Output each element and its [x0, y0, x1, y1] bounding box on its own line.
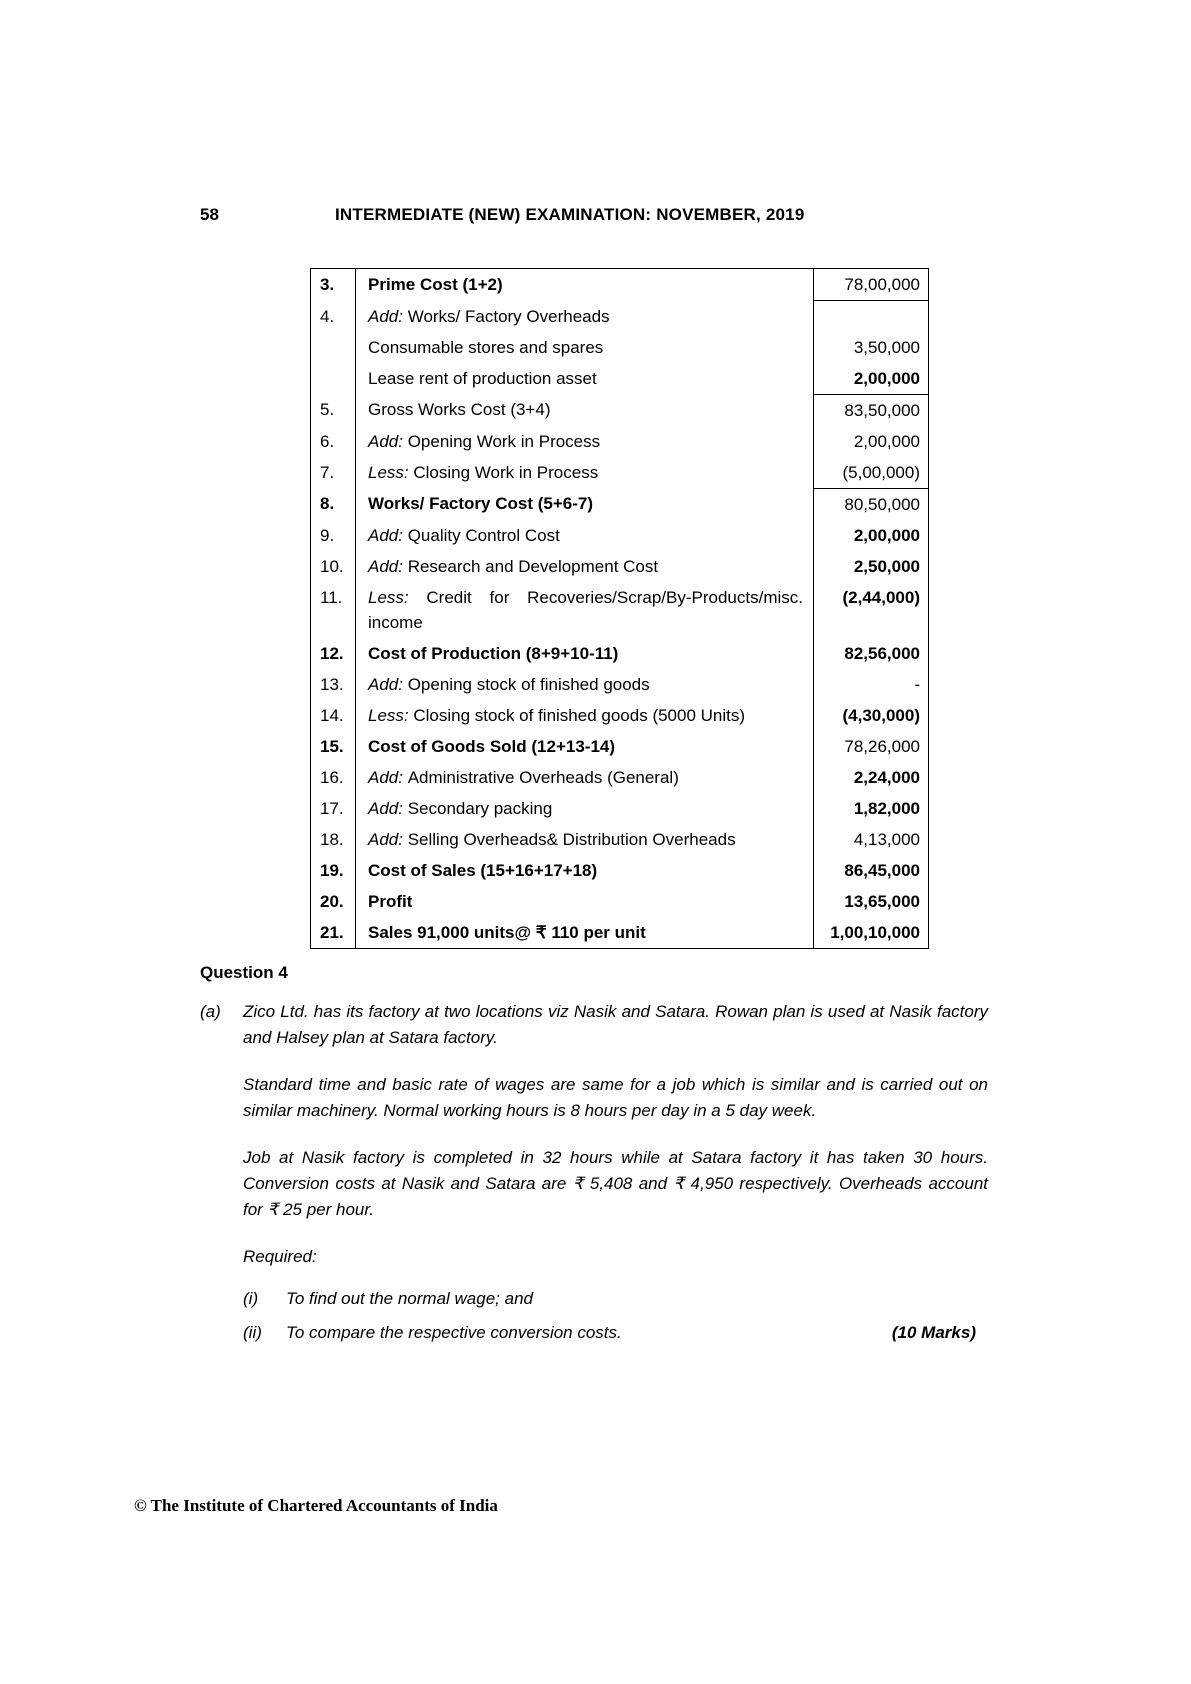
row-serial: 10.	[311, 551, 356, 582]
row-amount: 2,24,000	[814, 762, 929, 793]
row-amount: 3,50,000	[814, 332, 929, 363]
row-amount: 2,00,000	[814, 363, 929, 395]
row-serial: 19.	[311, 855, 356, 886]
row-serial: 9.	[311, 520, 356, 551]
row-description: Cost of Sales (15+16+17+18)	[368, 860, 598, 880]
row-description: Less: Closing Work in Process	[368, 462, 599, 482]
row-description: Profit	[368, 891, 413, 911]
row-description: Prime Cost (1+2)	[368, 275, 503, 294]
row-description: Gross Works Cost (3+4)	[368, 400, 551, 419]
row-amount: 2,00,000	[814, 426, 929, 457]
row-amount: 2,00,000	[814, 520, 929, 551]
row-amount: (4,30,000)	[814, 700, 929, 731]
row-prefix: Add:	[368, 525, 408, 545]
table-row	[311, 426, 929, 457]
table-row	[311, 886, 929, 917]
row-description: Cost of Goods Sold (12+13-14)	[368, 736, 616, 756]
row-serial: 8.	[311, 488, 356, 520]
table-row	[311, 582, 929, 638]
row-prefix: Add:	[368, 767, 408, 787]
table-row	[311, 551, 929, 582]
row-serial: 3.	[311, 269, 356, 301]
row-amount: 78,00,000	[814, 269, 929, 301]
table-row	[311, 363, 929, 395]
row-amount	[814, 301, 929, 332]
row-description: Add: Opening stock of finished goods	[368, 674, 650, 694]
row-description: Add: Quality Control Cost	[368, 525, 560, 545]
table-row	[311, 638, 929, 669]
row-description: Add: Administrative Overheads (General)	[368, 767, 679, 787]
row-serial: 13.	[311, 669, 356, 700]
row-description: Add: Works/ Factory Overheads	[368, 306, 610, 326]
row-description: Add: Secondary packing	[368, 798, 553, 818]
row-serial: 5.	[311, 394, 356, 426]
cost-sheet-table	[310, 268, 929, 949]
table-row	[311, 855, 929, 886]
row-prefix: Add:	[368, 306, 408, 326]
table-row	[311, 731, 929, 762]
row-serial: 12.	[311, 638, 356, 669]
row-amount: 1,82,000	[814, 793, 929, 824]
row-amount: 82,56,000	[814, 638, 929, 669]
row-prefix: Less:	[368, 462, 414, 482]
question-part-a	[200, 999, 988, 1354]
row-serial: 7.	[311, 457, 356, 489]
table-row	[311, 394, 929, 426]
cost-sheet-rows	[311, 269, 929, 949]
row-serial: 4.	[311, 301, 356, 332]
row-description: Add: Research and Development Cost	[368, 556, 659, 576]
copyright-footer: © The Institute of Chartered Accountants of India	[134, 1496, 498, 1515]
row-description: Add: Opening Work in Process	[368, 431, 601, 451]
row-serial: 18.	[311, 824, 356, 855]
document-title: INTERMEDIATE (NEW) EXAMINATION: NOVEMBER, 2019	[335, 205, 805, 224]
row-amount: 4,13,000	[814, 824, 929, 855]
row-amount: 2,50,000	[814, 551, 929, 582]
row-serial: 20.	[311, 886, 356, 917]
row-prefix: Add:	[368, 798, 408, 818]
row-description: Lease rent of production asset	[368, 368, 597, 388]
table-row	[311, 269, 929, 301]
table-row	[311, 520, 929, 551]
row-amount: (2,44,000)	[814, 582, 929, 638]
table-row	[311, 457, 929, 489]
requirement-item	[243, 1286, 988, 1312]
required-label: Required:	[243, 1247, 317, 1266]
row-prefix: Add:	[368, 556, 408, 576]
table-row	[311, 700, 929, 731]
item-label: (ii)	[243, 1323, 262, 1342]
requirement-item	[243, 1320, 988, 1346]
row-prefix: Less:	[368, 705, 414, 725]
table-row	[311, 301, 929, 332]
row-serial: 6.	[311, 426, 356, 457]
row-prefix: Add:	[368, 829, 408, 849]
row-serial: 14.	[311, 700, 356, 731]
part-label: (a)	[200, 1002, 221, 1021]
row-description: Sales 91,000 units@ ₹ 110 per unit	[368, 922, 646, 942]
row-description: Works/ Factory Cost (5+6-7)	[368, 494, 594, 513]
table-row	[311, 332, 929, 363]
table-row	[311, 762, 929, 793]
row-description: Less: Credit for Recoveries/Scrap/By-Products/misc. income	[368, 587, 803, 632]
question-paragraph: Standard time and basic rate of wages are same for a job which is similar and is carried out on similar machinery. Normal working hours is 8 hours per day in a 5 day week.	[243, 1075, 988, 1120]
row-serial: 15.	[311, 731, 356, 762]
row-description: Cost of Production (8+9+10-11)	[368, 643, 619, 663]
table-row	[311, 488, 929, 520]
table-row	[311, 824, 929, 855]
row-amount: (5,00,000)	[814, 457, 929, 489]
row-serial: 21.	[311, 917, 356, 949]
row-serial: 17.	[311, 793, 356, 824]
marks-badge: (10 Marks)	[891, 1323, 976, 1342]
row-serial	[311, 363, 356, 395]
page-number: 58	[200, 205, 219, 224]
item-text: To compare the respective conversion costs.	[286, 1323, 622, 1342]
row-serial	[311, 332, 356, 363]
item-text: To find out the normal wage; and	[286, 1289, 533, 1308]
row-prefix: Add:	[368, 674, 408, 694]
table-row	[311, 917, 929, 949]
row-amount: 80,50,000	[814, 488, 929, 520]
row-serial: 11.	[311, 582, 356, 638]
row-amount: 83,50,000	[814, 394, 929, 426]
part-content	[243, 999, 988, 1354]
row-prefix: Add:	[368, 431, 408, 451]
row-prefix: Less:	[368, 587, 427, 607]
row-serial: 16.	[311, 762, 356, 793]
row-amount: -	[814, 669, 929, 700]
row-description: Consumable stores and spares	[368, 337, 604, 357]
row-description: Add: Selling Overheads& Distribution Overheads	[368, 829, 736, 849]
row-amount: 86,45,000	[814, 855, 929, 886]
item-label: (i)	[243, 1289, 259, 1308]
table-row	[311, 669, 929, 700]
row-amount: 13,65,000	[814, 886, 929, 917]
question-paragraph: Zico Ltd. has its factory at two locations viz Nasik and Satara. Rowan plan is used at Nasik factory and Halsey plan at Satara factory.	[243, 1002, 988, 1047]
row-description: Less: Closing stock of finished goods (5000 Units)	[368, 705, 746, 725]
row-amount: 1,00,10,000	[814, 917, 929, 949]
table-row	[311, 793, 929, 824]
row-amount: 78,26,000	[814, 731, 929, 762]
question-heading: Question 4	[200, 963, 288, 982]
question-paragraph: Job at Nasik factory is completed in 32 hours while at Satara factory it has taken 30 hours. Conversion costs at Nasik and Satara are ₹ 5,408 and ₹ 4,950 respectively. Overheads account for ₹ 25 per hour.	[243, 1148, 988, 1219]
